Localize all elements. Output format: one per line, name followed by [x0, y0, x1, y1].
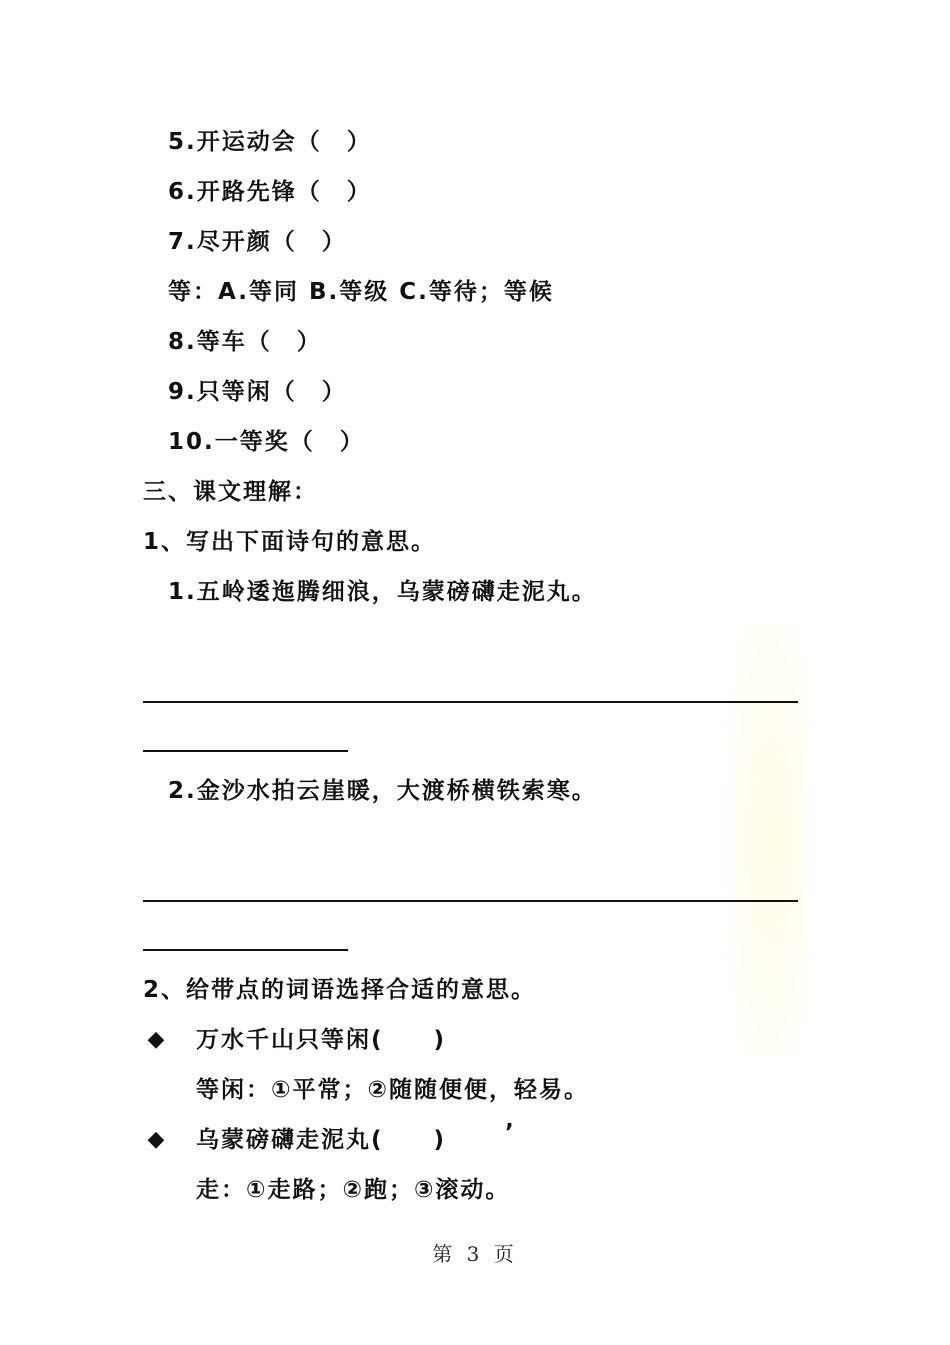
deng-options: 等：A.等同 B.等级 C.等待；等候: [168, 279, 554, 305]
bullet-diamond: ◆: [147, 1027, 165, 1052]
item-10: 10.一等奖（ ）: [168, 429, 365, 455]
q2-prompt: 2、给带点的词语选择合适的意思。: [143, 977, 537, 1003]
q2-sentence-2: 乌蒙磅礴走泥丸( ): [196, 1127, 447, 1153]
answer-line-short[interactable]: [143, 949, 348, 951]
answer-line-long[interactable]: [143, 900, 798, 902]
item-7: 7.尽开颜（ ）: [168, 229, 347, 255]
q2-meaning-2: 走：①走路；②跑；③滚动。: [196, 1177, 511, 1203]
item-9: 9.只等闲（ ）: [168, 379, 347, 405]
q1-prompt: 1、写出下面诗句的意思。: [143, 529, 437, 555]
answer-line-short[interactable]: [143, 750, 348, 752]
answer-line-long[interactable]: [143, 701, 798, 703]
item-6: 6.开路先锋（ ）: [168, 179, 372, 205]
q2-meaning-1: 等闲：①平常；②随随便便，轻易。: [196, 1077, 589, 1103]
q2-sentence-1: 万水千山只等闲( ): [196, 1027, 447, 1053]
poem-line-1: 1.五岭逶迤腾细浪，乌蒙磅礴走泥丸。: [168, 579, 597, 605]
item-5: 5.开运动会（ ）: [168, 129, 372, 155]
bullet-diamond: ◆: [147, 1127, 165, 1152]
poem-line-2: 2.金沙水拍云崖暖，大渡桥横铁索寒。: [168, 778, 597, 804]
paper-tint: [730, 620, 810, 1060]
item-8: 8.等车（ ）: [168, 329, 322, 355]
section-heading: 三、课文理解：: [143, 479, 318, 505]
stray-mark: ’: [505, 1120, 516, 1146]
page-number: 第 3 页: [432, 1242, 518, 1266]
